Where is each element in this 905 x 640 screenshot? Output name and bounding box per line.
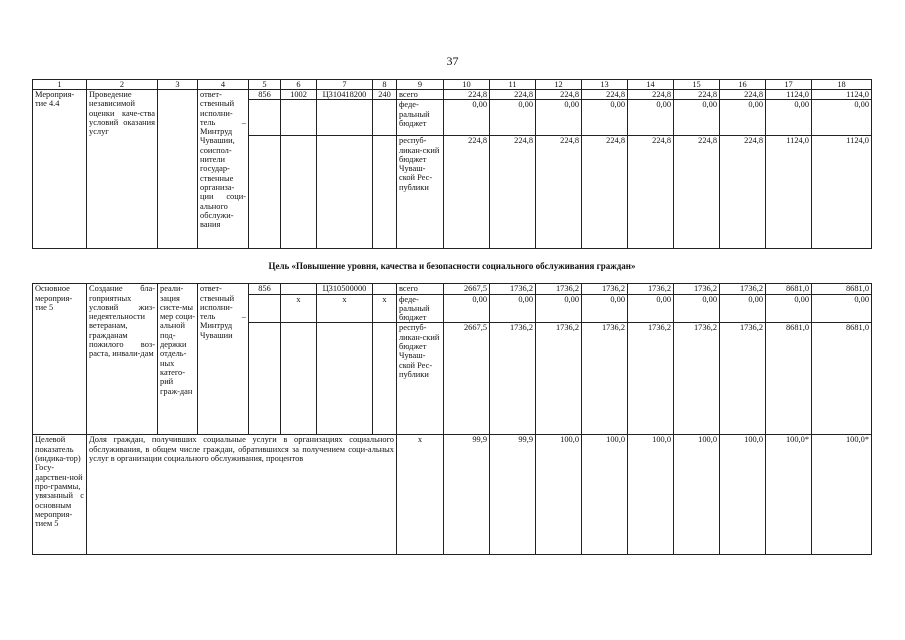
value-cell: 224,8	[628, 136, 674, 249]
vr-cell: 240	[373, 90, 397, 100]
value-cell: 100,0	[582, 435, 628, 555]
empty-cell	[249, 294, 281, 323]
col-num: 13	[582, 80, 628, 90]
empty-cell	[373, 284, 397, 294]
value-cell: 1124,0	[766, 136, 812, 249]
value-cell: 8681,0	[766, 284, 812, 294]
page-number: 37	[446, 54, 459, 68]
empty-cell	[249, 100, 281, 136]
value-cell: 0,00	[766, 294, 812, 323]
value-cell: 224,8	[444, 136, 490, 249]
value-cell: 0,00	[766, 100, 812, 136]
value-cell: 1736,2	[720, 323, 766, 435]
x-cell: x	[317, 294, 373, 323]
budget-table	[32, 79, 872, 555]
value-cell: 0,00	[582, 294, 628, 323]
value-cell: 100,0*	[812, 435, 872, 555]
empty-cell	[373, 100, 397, 136]
value-cell: 8681,0	[812, 323, 872, 435]
funding-source: феде-ральный бюджет	[397, 294, 444, 323]
x-cell: x	[397, 435, 444, 555]
col-num: 10	[444, 80, 490, 90]
value-cell: 224,8	[720, 136, 766, 249]
empty-cell	[373, 323, 397, 435]
goal-row	[33, 249, 872, 284]
value-cell: 0,00	[490, 294, 536, 323]
col-num: 2	[87, 80, 158, 90]
empty-cell	[281, 100, 317, 136]
goal-title: Цель «Повышение уровня, качества и безопасности социального обслуживания граждан»	[268, 260, 636, 271]
col-num: 3	[158, 80, 198, 90]
col-num: 1	[33, 80, 87, 90]
event-code: Основное мероприя-тие 5	[33, 284, 87, 435]
value-cell: 1736,2	[674, 323, 720, 435]
empty-cell	[281, 284, 317, 294]
value-cell: 0,00	[536, 100, 582, 136]
col-num: 4	[198, 80, 249, 90]
value-cell: 0,00	[536, 294, 582, 323]
empty-cell	[317, 136, 373, 249]
value-cell: 224,8	[674, 90, 720, 100]
value-cell: 1736,2	[720, 284, 766, 294]
value-cell: 0,00	[812, 100, 872, 136]
col-num: 12	[536, 80, 582, 90]
value-cell: 1736,2	[490, 284, 536, 294]
value-cell: 1736,2	[674, 284, 720, 294]
x-cell: x	[373, 294, 397, 323]
indicator-row	[33, 435, 872, 555]
event-name: Проведение независимой оценки каче-ства условий оказания услуг	[87, 90, 158, 249]
value-cell: 0,00	[674, 100, 720, 136]
funding-source: респуб-ликан-ский бюджет Чуваш-ской Рес-публики	[397, 136, 444, 249]
value-cell: 2667,5	[444, 284, 490, 294]
csr-cell: Ц310418200	[317, 90, 373, 100]
value-cell: 0,00	[628, 294, 674, 323]
rzpr-cell: 1002	[281, 90, 317, 100]
value-cell: 224,8	[582, 90, 628, 100]
value-cell: 0,00	[444, 100, 490, 136]
value-cell: 8681,0	[812, 284, 872, 294]
participant: реали-зация систе-мы мер соци-альной под-держки отдель-ных катего-рий граж-дан	[158, 284, 198, 435]
value-cell: 100,0	[536, 435, 582, 555]
value-cell: 224,8	[674, 136, 720, 249]
value-cell: 224,8	[490, 90, 536, 100]
table-row	[33, 90, 872, 100]
indicator-text: Доля граждан, получивших социальные услуги в организациях социального обслуживания, в общем числе граждан, обратившихся за получением соци-альных услуг в организации социального обслуживания, процентов	[87, 435, 397, 555]
event-code: Мероприя-тие 4.4	[33, 90, 87, 249]
value-cell: 224,8	[536, 90, 582, 100]
value-cell: 100,0*	[766, 435, 812, 555]
value-cell: 0,00	[812, 294, 872, 323]
empty-cell	[281, 136, 317, 249]
funding-source: всего	[397, 284, 444, 294]
value-cell: 1124,0	[812, 136, 872, 249]
value-cell: 0,00	[720, 100, 766, 136]
value-cell: 0,00	[720, 294, 766, 323]
funding-source: феде-ральный бюджет	[397, 100, 444, 136]
empty-cell	[281, 323, 317, 435]
value-cell: 1736,2	[536, 323, 582, 435]
col-num: 6	[281, 80, 317, 90]
empty-cell	[249, 136, 281, 249]
col-num: 18	[812, 80, 872, 90]
col-num: 8	[373, 80, 397, 90]
grbs-cell: 856	[249, 284, 281, 294]
empty-cell	[317, 323, 373, 435]
value-cell: 100,0	[628, 435, 674, 555]
value-cell: 1736,2	[490, 323, 536, 435]
value-cell: 100,0	[674, 435, 720, 555]
value-cell: 0,00	[582, 100, 628, 136]
value-cell: 1736,2	[628, 284, 674, 294]
col-num: 9	[397, 80, 444, 90]
value-cell: 224,8	[582, 136, 628, 249]
value-cell: 0,00	[490, 100, 536, 136]
funding-source: всего	[397, 90, 444, 100]
executor: ответ-ственный исполни-тель – Минтруд Чувашии	[198, 284, 249, 435]
funding-source: респуб-ликан-ский бюджет Чуваш-ской Рес-публики	[397, 323, 444, 435]
col-num: 17	[766, 80, 812, 90]
event-name: Создание бла-гоприятных условий жиз-недеятельности ветеранам, гражданам пожилого воз-раста, инвали-дам	[87, 284, 158, 435]
column-number-row	[33, 80, 872, 90]
value-cell: 1124,0	[766, 90, 812, 100]
col-num: 5	[249, 80, 281, 90]
x-cell: x	[281, 294, 317, 323]
indicator-label: Целевой показатель (индика-тор) Госу-дарствен-ной про-граммы, увязанный с основным мероприя-тием 5	[33, 435, 87, 555]
participant	[158, 90, 198, 249]
value-cell: 1736,2	[536, 284, 582, 294]
value-cell: 2667,5	[444, 323, 490, 435]
value-cell: 224,8	[444, 90, 490, 100]
value-cell: 224,8	[720, 90, 766, 100]
value-cell: 0,00	[628, 100, 674, 136]
value-cell: 1736,2	[582, 284, 628, 294]
value-cell: 0,00	[674, 294, 720, 323]
executor: ответ-ственный исполни-тель – Минтруд Чувашии, соиспол-нители государ-ственные организа-ции соци-ального обслужи-вания	[198, 90, 249, 249]
col-num: 16	[720, 80, 766, 90]
csr-cell: Ц310500000	[317, 284, 373, 294]
empty-cell	[249, 323, 281, 435]
value-cell: 99,9	[444, 435, 490, 555]
value-cell: 224,8	[628, 90, 674, 100]
value-cell: 100,0	[720, 435, 766, 555]
value-cell: 224,8	[536, 136, 582, 249]
value-cell: 1124,0	[812, 90, 872, 100]
value-cell: 1736,2	[582, 323, 628, 435]
col-num: 14	[628, 80, 674, 90]
value-cell: 8681,0	[766, 323, 812, 435]
value-cell: 99,9	[490, 435, 536, 555]
col-num: 11	[490, 80, 536, 90]
value-cell: 224,8	[490, 136, 536, 249]
col-num: 7	[317, 80, 373, 90]
table-row	[33, 284, 872, 294]
col-num: 15	[674, 80, 720, 90]
value-cell: 0,00	[444, 294, 490, 323]
empty-cell	[317, 100, 373, 136]
empty-cell	[373, 136, 397, 249]
value-cell: 1736,2	[628, 323, 674, 435]
grbs-cell: 856	[249, 90, 281, 100]
